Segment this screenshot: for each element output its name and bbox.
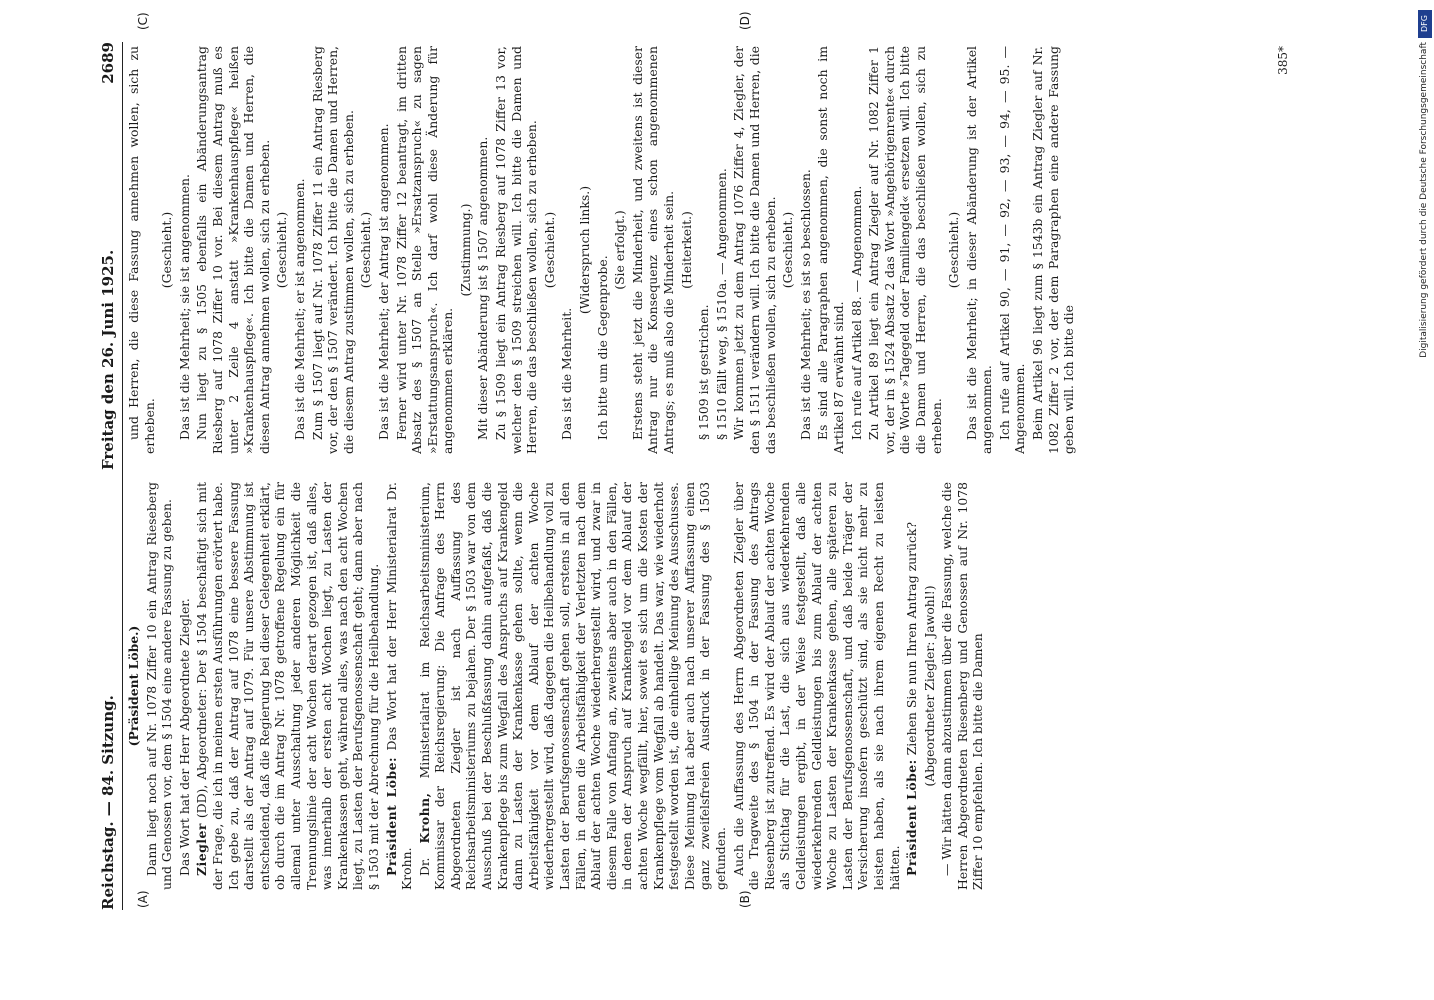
stage-direction: (Geschieht.) xyxy=(946,211,962,289)
paragraph: Ich bitte um die Gegenprobe. xyxy=(594,255,610,440)
paragraph: Zum § 1507 liegt auf Nr. 1078 Ziffer 11 ein Antrag Riesberg vor, der den § 1507 verändert. Ich bitte die Damen und Herren, die diesem Antrag zustimmen wollen, sich zu erheben. xyxy=(309,46,356,454)
speech-president xyxy=(904,482,920,890)
margin-marker-a: (A) xyxy=(136,890,150,908)
stage-direction: (Geschieht.) xyxy=(159,211,175,289)
speech-text: Ministerialrat im Reichsarbeitsministerium, Kommissar der Reichsregierung: Die Anfrage des Herrn Abgeordneten Ziegler ist nach Auffassung des Reichsarbeitsministeriums zu bejahen. Der § 1503 war von dem Ausschuß bei der Beschlußfassung dahin aufgefaßt, daß die Krankenpflege bis zum Wegfall des Anspruchs auf Krankengeld dann zu Lasten der Krankenkasse gehen sollte, wenn die Arbeitsfähigkeit vor dem Ablauf der achten Woche wiederhergestellt wird, daß dagegen die Heilbehandlung voll zu Lasten der Berufsgenossenschaft gehen soll, erstens in all den Fällen, in denen die Arbeitsfähigkeit der Verletzten nach dem Ablauf der achten Woche wiederhergestellt wird, und zwar in diesem Falle von Anfang an, zweitens aber auch in den Fällen, in denen der Anspruch auf Krankengeld vor dem Ablauf der achten Woche wegfällt, hier, soweit es sich um die Kosten der Krankenpflege vom Wegfall ab handelt. Das war, wie wiederholt festgestellt worden ist, die einhellige Meinung des Ausschusses. Diese Meinung hat aber auch nach unserer Auffassung einen ganz zweifelsfreien Ausdruck in der Fassung des § 1503 gefunden. xyxy=(416,482,728,890)
paragraph: § 1510 fällt weg, § 1510a. — Angenommen. xyxy=(713,168,729,440)
dfg-watermark xyxy=(1416,8,1434,992)
paragraph: Das ist die Mehrheit; in dieser Abänderung ist der Artikel angenommen. xyxy=(963,46,995,454)
paragraph: Ich rufe auf Artikel 88. — Angenommen. xyxy=(848,185,864,440)
paragraph: Auch die Auffassung des Herrn Abgeordneten Ziegler über die Tragweite des § 1504 in der Fassung des Antrags Riesenberg ist zutreffend. Es wird der Ablauf der achten Woche als Stichtag für die Last, die sich aus wiederkehrenden Geldleistungen ergibt, in der Weise festgestellt, daß alle wiederkehrenden Geldleistungen bis zum Ablauf der achten Woche zu Lasten der Krankenkasse gehen, alle späteren zu Lasten der Berufsgenossenschaft, und daß beide Träger der Versicherung insofern geschützt sind, als sie nicht mehr zu leisten haben, als sie nach ihrem eigenen Recht zu leisten hätten. xyxy=(730,482,902,890)
presiding-note: (Präsident Löbe.) xyxy=(126,625,141,747)
paragraph: Das ist die Mehrheit; es ist so beschlossen. xyxy=(797,169,813,440)
margin-marker-b: (B) xyxy=(738,890,752,908)
paragraph: Wir kommen jetzt zu dem Antrag 1076 Ziffer 4, Ziegler, der den § 1511 verändern will. Ich bitte die Damen und Herren, die das beschließen wollen, sich zu erheben. xyxy=(731,46,778,454)
paragraph: Ich rufe auf Artikel 90, — 91, — 92, — 93, — 94, — 95. — Angenommen. xyxy=(996,46,1028,454)
stage-direction: (Geschieht.) xyxy=(780,211,796,289)
left-column xyxy=(126,482,1286,890)
speech-text: (DD), Abgeordneter: Der § 1504 beschäftigt sich mit der Frage, die ich in meinen ersten Ausführungen erörtert habe. Ich gebe zu, daß der Antrag auf 1078 eine bessere Fassung darstellt als der Antrag auf 1079. Für unsere Abstimmung ist entscheidend, daß die Regierung bei dieser Gelegenheit erklärt, ob durch die im Antrag Nr. 1078 getroffene Regelung ein für allemal unter Ausschaltung jeder anderen Möglichkeit die Trennungslinie der acht Wochen derart gezogen ist, daß alles, was innerhalb der ersten acht Wochen liegt, zu Lasten der Krankenkassen geht, während alles, was nach den acht Wochen liegt, zu Lasten der Berufsgenossenschaft geht; dann aber nach § 1503 mit der Abrechnung für die Heilbehandlung. xyxy=(194,482,381,890)
header-session: Reichstag. — 84. Sitzung. xyxy=(99,695,117,910)
paragraph: Ferner wird unter Nr. 1078 Ziffer 12 beantragt, im dritten Absatz des § 1507 an Stelle »Ersatzanspruch« zu sagen »Erstattungsanspruch«. Ich darf wohl diese Änderung für angenommen erklären. xyxy=(393,46,456,454)
speaker-name: Präsident Löbe: xyxy=(904,759,920,876)
stage-direction: (Geschieht.) xyxy=(541,211,557,289)
paragraph: Zu § 1509 liegt ein Antrag Riesberg auf 1078 Ziffer 13 vor, welcher den § 1509 streichen will. Ich bitte die Damen und Herren, die das beschließen wollen, sich zu erheben. xyxy=(493,46,540,454)
speech-president xyxy=(384,482,415,890)
stage-direction: (Zustimmung.) xyxy=(457,203,473,297)
paragraph: Das ist die Mehrheit; er ist angenommen. xyxy=(291,178,307,440)
paragraph: Nun liegt zu § 1505 ebenfalls ein Abänderungsantrag Riesberg auf 1078 Ziffer 10 vor. Bei diesem Antrag muß es unter 2 Zeile 4 anstatt »Krankenhauspflege« heißen »Krankenhauspflege«. Ich bitte die Damen und Herren, die diesen Antrag annehmen wollen, sich zu erheben. xyxy=(194,46,272,454)
paragraph: Zu Artikel 89 liegt ein Antrag Ziegler auf Nr. 1082 Ziffer 1 vor, der in § 1524 Absatz 2 das Wort »Angehörigenrente« durch die Worte »Tagegeld oder Familiengeld« ersetzen will. Ich bitte die Damen und Herren, die das beschließen wollen, sich zu erheben. xyxy=(866,46,944,454)
interjection: (Abgeordneter Ziegler: Jawohl!) xyxy=(921,585,937,787)
dfg-credit-text: Digitalisierung gefördert durch die Deutsche Forschungsgemeinschaft xyxy=(1419,42,1429,358)
margin-marker-d: (D) xyxy=(738,11,752,30)
page-number: 2689 xyxy=(99,42,117,84)
speech-ziegler xyxy=(194,482,381,890)
header-date: Freitag den 26. Juni 1925. xyxy=(99,249,117,470)
stage-direction: (Heiterkeit.) xyxy=(678,211,694,289)
dfg-logo-icon: DFG xyxy=(1418,10,1432,38)
paragraph: und Herren, die diese Fassung annehmen wollen, sich zu erheben. xyxy=(126,46,157,454)
paragraph: § 1509 ist gestrichen. xyxy=(696,304,712,440)
signature-mark: 385* xyxy=(1276,46,1290,75)
stage-direction: (Geschieht.) xyxy=(274,211,290,289)
paragraph: — Wir hätten dann abzustimmen über die Fassung, welche die Herren Abgeordneten Riesenberg und Genossen auf Nr. 1078 Ziffer 10 empfehlen. Ich bitte die Damen xyxy=(939,482,986,890)
margin-marker-c: (C) xyxy=(136,12,150,30)
paragraph: Das Wort hat der Herr Abgeordnete Ziegler. xyxy=(176,598,192,876)
paragraph: Das ist die Mehrheit; sie ist angenommen. xyxy=(176,174,192,440)
stage-direction: (Sie erfolgt.) xyxy=(612,210,628,290)
speaker-name: Ziegler xyxy=(194,823,210,876)
paragraph: Dann liegt noch auf Nr. 1078 Ziffer 10 ein Antrag Rieseberg und Genossen vor, dem § 1504 eine andere Fassung zu geben. xyxy=(143,482,175,890)
speech-text: Ziehen Sie nun Ihren Antrag zurück? xyxy=(904,521,920,760)
speaker-name: Krohn, xyxy=(416,792,432,844)
stage-direction: (Widerspruch links.) xyxy=(577,185,593,315)
speaker-name: Präsident Löbe: xyxy=(383,756,399,876)
paragraph: Beim Artikel 96 liegt zum § 1543b ein Antrag Ziegler auf Nr. 1082 Ziffer 2 vor, der dem Paragraphen eine andere Fassung geben will. Ich bitte die xyxy=(1030,46,1077,454)
paragraph: Das ist die Mehrheit. xyxy=(559,307,575,440)
stage-direction: (Geschieht.) xyxy=(358,211,374,289)
paragraph: Das ist die Mehrheit; der Antrag ist angenommen. xyxy=(375,123,391,440)
paragraph: Mit dieser Abänderung ist § 1507 angenommen. xyxy=(475,136,491,440)
speech-text: Das Wort hat der Herr Ministerialrat Dr. Krohn. xyxy=(383,482,415,890)
right-column xyxy=(126,46,1286,454)
speech-krohn xyxy=(417,482,729,890)
speaker-title: Dr. xyxy=(416,843,432,876)
paragraph: Es sind alle Paragraphen angenommen, die sonst noch im Artikel 87 erwähnt sind. xyxy=(815,46,846,454)
paragraph: Erstens steht jetzt die Minderheit, und zweitens ist dieser Antrag nur die Konsequenz eines schon angenommenen Antrags; es muß also die Minderheit sein. xyxy=(629,46,676,454)
page-header xyxy=(96,42,123,910)
